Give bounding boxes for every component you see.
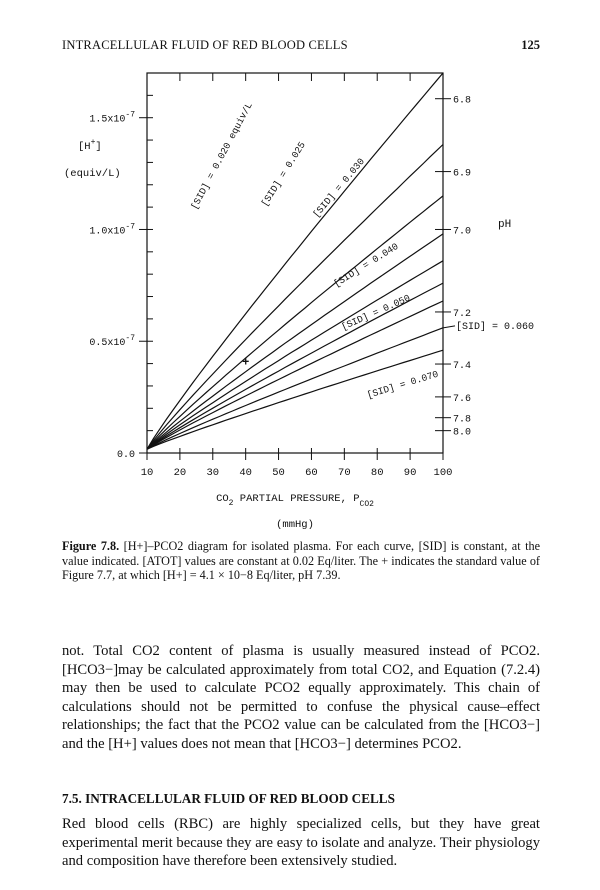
x-tick-label: 50	[272, 467, 285, 479]
curve-label: [SID] = 0.040	[331, 240, 401, 290]
y-tick-label: $1.5x10^{-7}$	[89, 110, 135, 126]
y-tick-label: $0.5x10^{-7}$	[89, 334, 135, 350]
x-tick-label: 70	[338, 467, 351, 479]
curve-sid-0.050	[147, 301, 443, 449]
y-tick-label: 0.0	[116, 450, 135, 461]
curve-label: [SID] = 0.070	[365, 368, 440, 401]
ph-tick-label: 7.8	[453, 414, 472, 426]
curve-label: [SID] = 0.025	[259, 139, 308, 209]
ph-tick-label: 6.8	[453, 95, 472, 107]
x-tick-label: 20	[173, 467, 187, 479]
ph-tick-label: 6.9	[453, 168, 472, 180]
running-head: INTRACELLULAR FLUID OF RED BLOOD CELLS	[62, 38, 348, 52]
plot-frame	[147, 73, 443, 453]
page-number: 125	[521, 38, 540, 52]
body-paragraph-1: not. Total CO2 content of plasma is usually measured instead of PCO2. [HCO3−]may be calculated approximately from total CO2, and Equation (7.2.4) may then be used to calculate PCO2 equally approximately. This chain of calculations should not be permitted to confuse the physical cause–effect relationships; the fact that the PCO2 value can be calculated from the [HCO3−] and the [H+] values does not mean that [HCO3−] determines PCO2.	[62, 643, 540, 752]
caption-text: [H+]–PCO2 diagram for isolated plasma. For each curve, [SID] is constant, at the value indicated. [ATOT] values are constant at 0.02 Eq/liter. The + indicates the standard value of Figure 7.7, at which [H+] = 4.1 × 10−8 Eq/liter, pH 7.39.	[62, 539, 541, 583]
curve-label: [SID] = 0.030	[310, 156, 367, 220]
ph-tick-label: 7.4	[453, 361, 472, 373]
sid-0060-pointer	[443, 326, 455, 328]
body-paragraph-2: Red blood cells (RBC) are highly specialized cells, but they have great experimental merit because they are easy to isolate and analyze. Their physiology and composition have therefore been extensively studied.	[62, 816, 540, 869]
x-tick-label: 60	[305, 467, 318, 479]
curve-sid-0.020	[147, 73, 443, 449]
ph-axis-title: pH	[498, 219, 512, 231]
y-tick-label: $1.0x10^{-7}$	[89, 222, 135, 238]
x-tick-label: 10	[140, 467, 154, 479]
curve-label: [SID] = 0.050	[339, 292, 412, 333]
curve-sid-0.070	[147, 350, 443, 449]
x-tick-label: 40	[239, 467, 252, 479]
y-axis-title: [H+]	[78, 138, 102, 153]
standard-value-marker: +	[242, 355, 250, 370]
x-tick-label: 80	[370, 467, 384, 479]
ph-tick-label: 7.0	[453, 226, 472, 238]
x-tick-label: 100	[433, 467, 453, 479]
caption-label: Figure 7.8.	[62, 539, 120, 553]
figure-caption	[62, 539, 540, 583]
x-tick-label: 90	[403, 467, 417, 479]
x-tick-label: 30	[206, 467, 220, 479]
curve-label: [SID] = 0.020 equiv/L	[188, 100, 255, 212]
ph-tick-label: 8.0	[453, 427, 472, 439]
section-heading: 7.5. INTRACELLULAR FLUID OF RED BLOOD CELLS	[62, 791, 395, 806]
y-axis-units: (equiv/L)	[64, 168, 121, 180]
sid-0060-label: [SID] = 0.060	[456, 321, 535, 333]
curve-sid-0.030	[147, 196, 443, 449]
ph-tick-label: 7.2	[453, 308, 472, 320]
x-axis-title: $CO_2$ PARTIAL PRESSURE, $P_{CO2}$	[216, 493, 374, 509]
ph-tick-label: 7.6	[453, 393, 472, 405]
x-axis-units: (mmHg)	[276, 519, 314, 531]
